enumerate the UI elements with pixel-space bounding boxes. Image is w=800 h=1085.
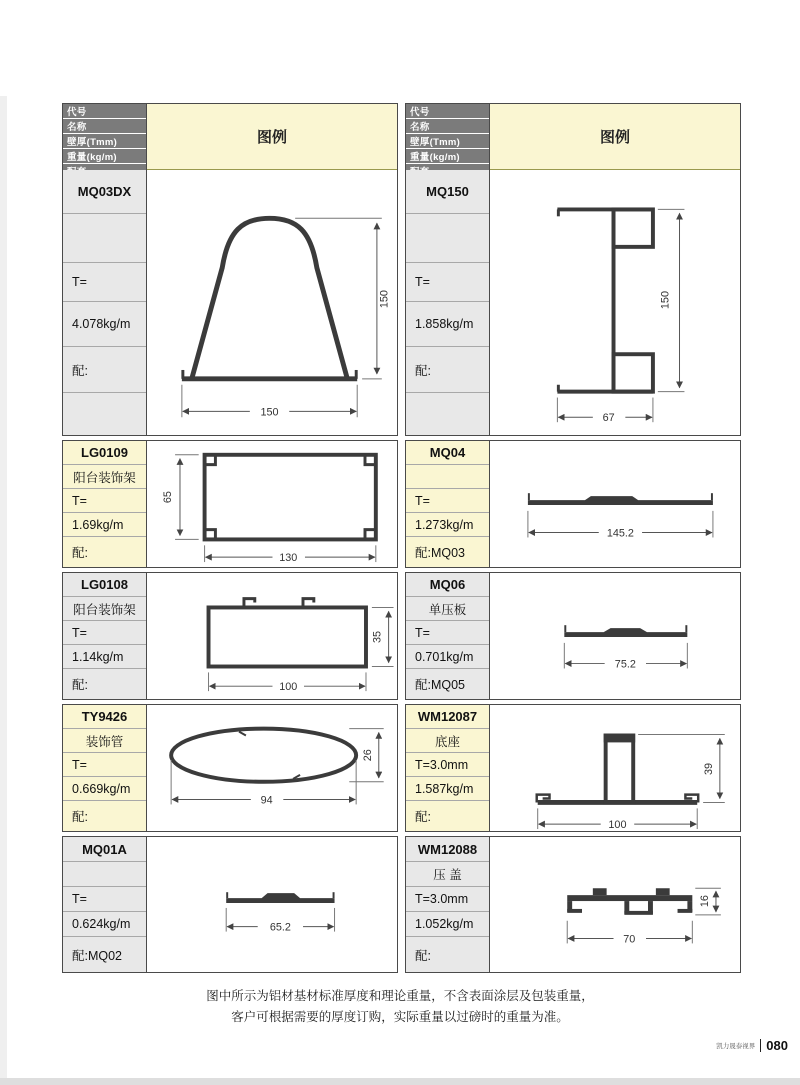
profile-weight: 1.587kg/m [406, 777, 489, 801]
header-thickness-label: 壁厚(Tmm) [406, 134, 489, 149]
profile-labels [406, 573, 490, 699]
header-code-label: 代号 [63, 104, 146, 119]
profile-labels [63, 441, 147, 567]
profile-section-mq150 [405, 103, 741, 436]
profile-match: 配: [406, 347, 489, 393]
brand-text: 凯力晟泰视界 [716, 1043, 756, 1050]
profile-diagram-mq03dx [147, 170, 397, 435]
profile-weight: 1.69kg/m [63, 513, 146, 537]
page-bottom-strip [0, 1078, 800, 1085]
profile-labels [406, 170, 490, 435]
profile-section-mq03dx [62, 103, 398, 436]
profile-thickness: T=3.0mm [406, 753, 489, 777]
cad-drawing-lg0108 [147, 574, 397, 698]
profile-diagram-wm12088 [490, 837, 740, 972]
profile-diagram-mq04 [490, 441, 740, 567]
profile-thickness: T= [406, 621, 489, 645]
dim-height-label: 150 [659, 290, 672, 309]
footer-note-line2: 客户可根据需要的厚度订购，实际重量以过磅时的重量为准。 [231, 1009, 569, 1024]
profile-thickness: T= [63, 263, 146, 302]
profile-filler-cell [406, 393, 489, 435]
dim-width-label: 150 [260, 405, 279, 418]
profile-name [406, 214, 489, 263]
cad-drawing-mq01a [147, 839, 397, 970]
cad-drawing-ty9426 [147, 706, 397, 830]
profile-weight: 0.701kg/m [406, 645, 489, 669]
profile-section-mq04 [405, 440, 741, 568]
profile-code: MQ04 [406, 441, 489, 465]
footer-note-line1: 图中所示为铝材基材标准厚度和理论重量，不含表面涂层及包装重量， [206, 989, 594, 1003]
header-weight-label: 重量(kg/m) [406, 149, 489, 164]
footer-note [0, 986, 800, 1027]
header-code-label: 代号 [406, 104, 489, 119]
table-header [63, 104, 397, 170]
dim-width-label: 94 [260, 794, 273, 807]
profile-labels [406, 705, 490, 831]
profile-code: LG0108 [63, 573, 146, 597]
profile-match: 配: [63, 347, 146, 393]
profile-diagram-ty9426 [147, 705, 397, 831]
cad-drawing-wm12087 [490, 704, 740, 832]
profile-match: 配: [63, 537, 146, 567]
profile-section-mq01a [62, 836, 398, 973]
dim-width-label: 75.2 [614, 658, 636, 671]
cad-drawing-mq150 [490, 172, 740, 434]
profile-match: 配: [63, 669, 146, 699]
profile-diagram-mq150 [490, 170, 740, 435]
profile-labels [406, 441, 490, 567]
profile-name: 压 盖 [406, 862, 489, 887]
page-tag-divider [760, 1039, 761, 1052]
profile-diagram-wm12087 [490, 705, 740, 831]
profile-thickness: T=3.0mm [406, 887, 489, 912]
profile-thickness: T= [63, 489, 146, 513]
profile-thickness: T= [63, 621, 146, 645]
dim-height-label: 65 [162, 491, 175, 504]
profile-match: 配: [406, 801, 489, 831]
left-table-column [62, 103, 398, 973]
page-tag [716, 1038, 788, 1053]
profile-weight: 0.624kg/m [63, 912, 146, 937]
dim-width-label: 145.2 [606, 527, 634, 540]
right-table-column [405, 103, 741, 973]
dim-width-label: 130 [279, 552, 298, 565]
profile-labels [406, 837, 490, 972]
cad-drawing-lg0109 [147, 442, 397, 566]
profile-labels [63, 705, 147, 831]
profile-section-wm12087 [405, 704, 741, 832]
profile-diagram-lg0108 [147, 573, 397, 699]
header-name-label: 名称 [406, 119, 489, 134]
profile-weight: 4.078kg/m [63, 302, 146, 347]
dim-width-label: 100 [608, 819, 627, 832]
header-weight-label: 重量(kg/m) [63, 149, 146, 164]
profile-match: 配: [406, 937, 489, 972]
table-header-labels [406, 104, 490, 170]
dim-width-label: 65.2 [269, 921, 291, 934]
page-left-gutter [0, 96, 7, 1078]
profile-name [406, 465, 489, 489]
profile-code: LG0109 [63, 441, 146, 465]
profile-labels [63, 837, 147, 972]
profile-weight: 1.273kg/m [406, 513, 489, 537]
profile-name: 阳台装饰架 [63, 597, 146, 621]
profile-match: 配:MQ03 [406, 537, 489, 567]
header-name-label: 名称 [63, 119, 146, 134]
profile-code: MQ06 [406, 573, 489, 597]
dim-height-label: 150 [378, 289, 391, 308]
profile-match: 配:MQ05 [406, 669, 489, 699]
profile-name [63, 214, 146, 263]
profile-code: WM12088 [406, 837, 489, 862]
table-header-labels [63, 104, 147, 170]
profile-code: WM12087 [406, 705, 489, 729]
dim-height-label: 16 [699, 895, 712, 908]
profile-thickness: T= [63, 887, 146, 912]
dim-width-label: 100 [279, 681, 298, 694]
page-number: 080 [766, 1038, 788, 1053]
profile-section-ty9426 [62, 704, 398, 832]
cad-drawing-mq03dx [147, 172, 397, 434]
legend-header: 图例 [490, 104, 740, 170]
profile-diagram-lg0109 [147, 441, 397, 567]
profile-section-lg0109 [62, 440, 398, 568]
header-thickness-label: 壁厚(Tmm) [63, 134, 146, 149]
legend-header: 图例 [147, 104, 397, 170]
profile-match: 配: [63, 801, 146, 831]
profile-diagram-mq01a [147, 837, 397, 972]
dim-width-label: 67 [602, 411, 615, 424]
profile-code: TY9426 [63, 705, 146, 729]
profile-name: 阳台装饰架 [63, 465, 146, 489]
dim-width-label: 70 [623, 933, 636, 946]
profile-code: MQ03DX [63, 170, 146, 214]
profile-section-wm12088 [405, 836, 741, 973]
profile-thickness: T= [406, 263, 489, 302]
cad-drawing-wm12088 [490, 839, 740, 970]
profile-name: 装饰管 [63, 729, 146, 753]
profile-diagram-mq06 [490, 573, 740, 699]
profile-weight: 1.858kg/m [406, 302, 489, 347]
profile-match: 配:MQ02 [63, 937, 146, 972]
dim-height-label: 35 [371, 630, 384, 643]
profile-filler-cell [63, 393, 146, 435]
profile-weight: 0.669kg/m [63, 777, 146, 801]
profile-labels [63, 573, 147, 699]
profile-labels [63, 170, 147, 435]
profile-section-mq06 [405, 572, 741, 700]
profile-name: 单压板 [406, 597, 489, 621]
profile-section-lg0108 [62, 572, 398, 700]
profile-weight: 1.14kg/m [63, 645, 146, 669]
profile-weight: 1.052kg/m [406, 912, 489, 937]
cad-drawing-mq04 [490, 442, 740, 566]
profile-thickness: T= [406, 489, 489, 513]
dim-height-label: 39 [702, 762, 715, 776]
profile-name [63, 862, 146, 887]
table-header [406, 104, 740, 170]
cad-drawing-mq06 [490, 574, 740, 698]
profile-code: MQ01A [63, 837, 146, 862]
profile-thickness: T= [63, 753, 146, 777]
profile-name: 底座 [406, 729, 489, 753]
dim-height-label: 26 [361, 749, 374, 762]
profile-code: MQ150 [406, 170, 489, 214]
